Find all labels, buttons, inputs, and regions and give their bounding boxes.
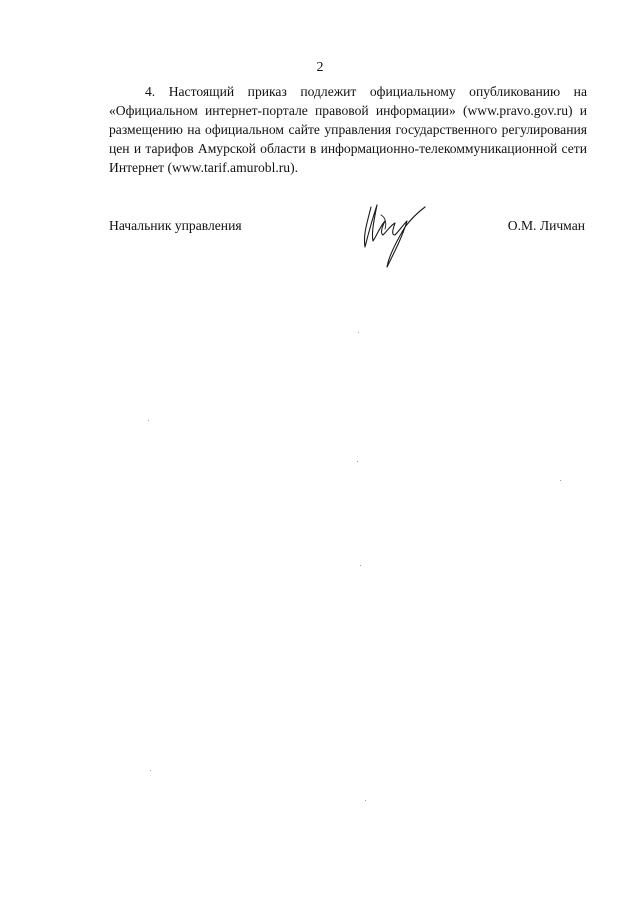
scan-speck xyxy=(360,565,361,566)
scan-speck xyxy=(357,461,358,462)
signature-block xyxy=(109,218,587,238)
handwritten-signature xyxy=(355,195,435,270)
page-number: 2 xyxy=(316,60,324,75)
scan-speck xyxy=(365,800,366,801)
scan-speck xyxy=(560,480,561,481)
signatory-position: Начальник управления xyxy=(109,218,242,233)
scan-speck xyxy=(148,420,149,421)
scan-speck xyxy=(358,332,359,333)
scan-speck xyxy=(150,770,151,771)
signatory-name: О.М. Личман xyxy=(507,218,585,233)
order-paragraph-4: 4. Настоящий приказ подлежит официальному опубликованию на «Официальном интернет-портале правовой информации» (www.pravo.gov.ru) и размещению на официальном сайте управления государственного регулирования цен и тарифов Амурской области в информационно-телекоммуникационной сети Интернет (www.tarif.amurobl.ru). xyxy=(109,84,587,175)
